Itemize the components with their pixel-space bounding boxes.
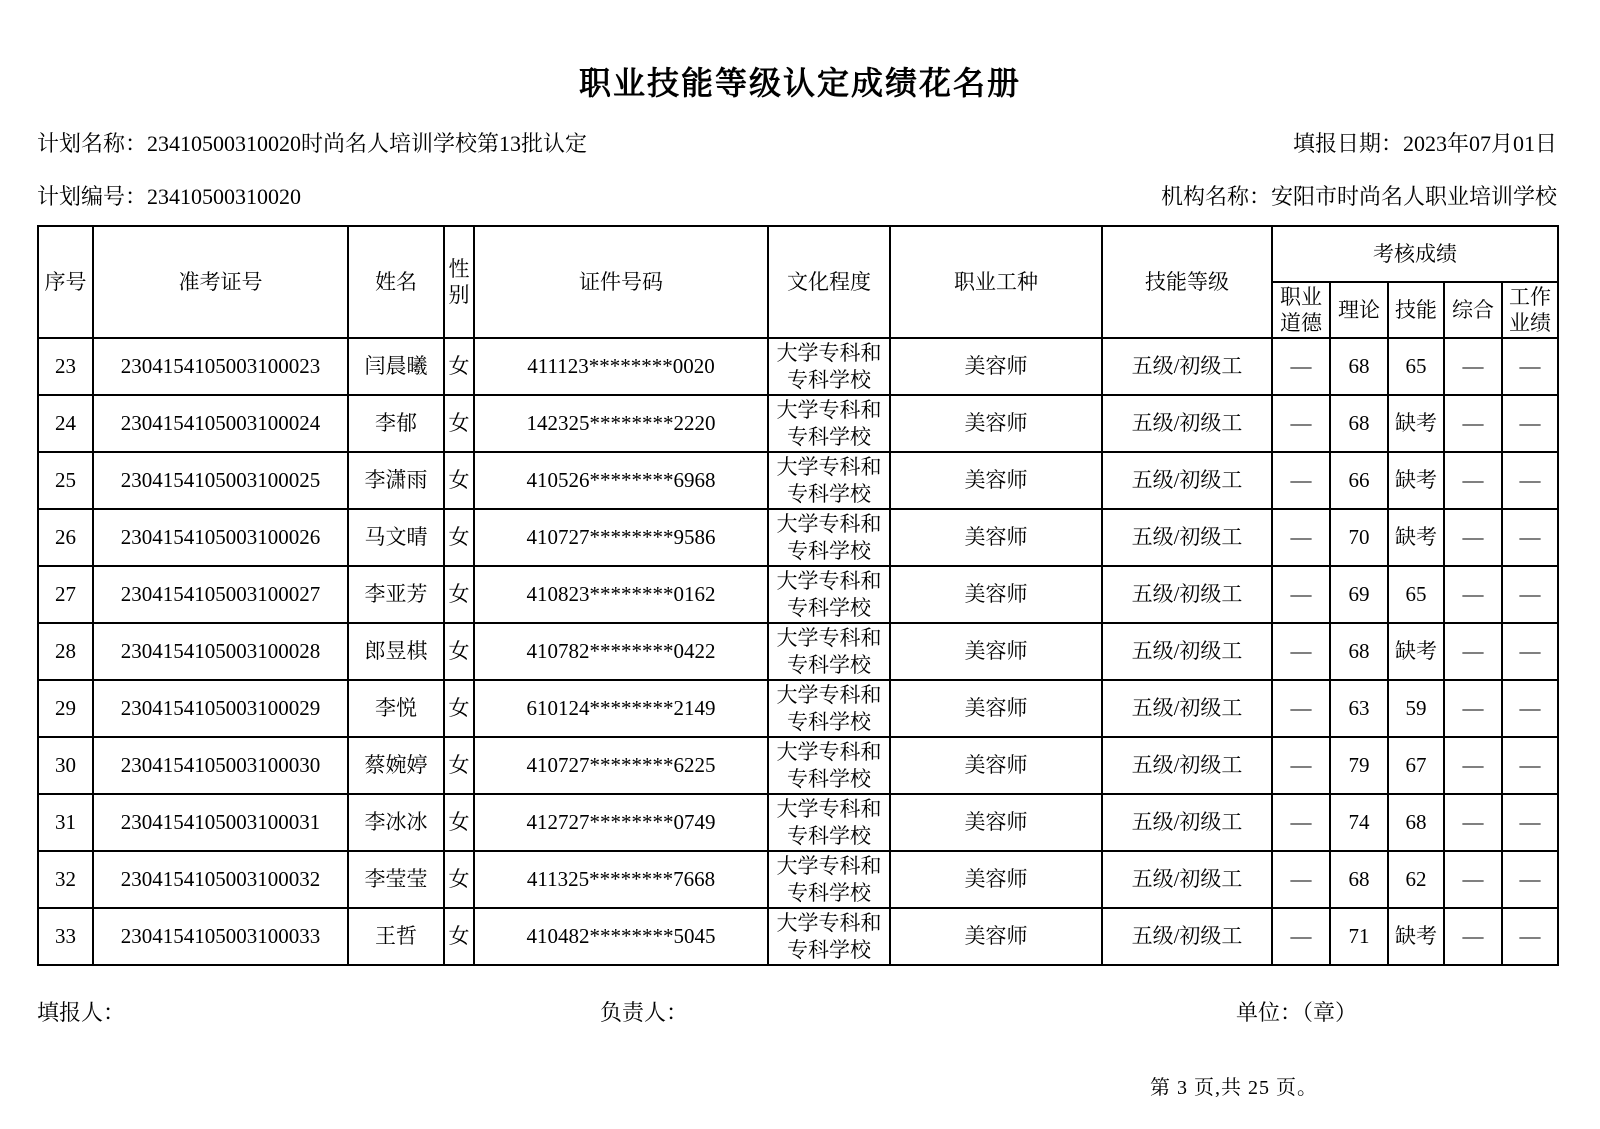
cell-seq: 28: [38, 623, 93, 680]
cell-education: 大学专科和专科学校: [768, 908, 890, 965]
cell-score-comprehensive: —: [1444, 509, 1502, 566]
report-date-value: 2023年07月01日: [1402, 131, 1557, 156]
cell-seq: 33: [38, 908, 93, 965]
cell-id-number: 410482********5045: [474, 908, 768, 965]
cell-score-ethics: —: [1272, 338, 1330, 395]
cell-education: 大学专科和专科学校: [768, 338, 890, 395]
cell-score-comprehensive: —: [1444, 908, 1502, 965]
cell-score-skill: 65: [1388, 338, 1444, 395]
cell-name: 李潇雨: [348, 452, 444, 509]
cell-occupation: 美容师: [890, 566, 1102, 623]
org-name: [1161, 184, 1557, 210]
plan-code-value: 23410500310020: [147, 184, 302, 209]
cell-skill-level: 五级/初级工: [1102, 395, 1272, 452]
cell-score-theory: 66: [1330, 452, 1388, 509]
header-gender: 性别: [444, 226, 474, 338]
cell-score-comprehensive: —: [1444, 338, 1502, 395]
cell-score-comprehensive: —: [1444, 452, 1502, 509]
cell-score-comprehensive: —: [1444, 623, 1502, 680]
cell-gender: 女: [444, 680, 474, 737]
cell-id-number: 142325********2220: [474, 395, 768, 452]
page-number: 第 3 页,共 25 页。: [1150, 1077, 1318, 1099]
cell-exam-number: 2304154105003100029: [93, 680, 348, 737]
cell-gender: 女: [444, 395, 474, 452]
page-title: 职业技能等级认定成绩花名册: [578, 65, 1021, 101]
cell-score-ethics: —: [1272, 794, 1330, 851]
cell-education: 大学专科和专科学校: [768, 452, 890, 509]
cell-skill-level: 五级/初级工: [1102, 737, 1272, 794]
cell-score-skill: 缺考: [1388, 509, 1444, 566]
header-row-top: [38, 226, 1558, 282]
header-name: 姓名: [348, 226, 444, 338]
cell-gender: 女: [444, 794, 474, 851]
table-row: [38, 338, 1558, 395]
report-date-label: 填报日期：: [1292, 131, 1403, 156]
cell-id-number: 412727********0749: [474, 794, 768, 851]
header-score-ethics: 职业道德: [1272, 282, 1330, 338]
cell-score-skill: 62: [1388, 851, 1444, 908]
cell-education: 大学专科和专科学校: [768, 395, 890, 452]
unit-seal-label: 单位：（章）: [1236, 1000, 1358, 1025]
cell-gender: 女: [444, 623, 474, 680]
cell-score-ethics: —: [1272, 737, 1330, 794]
table-row: [38, 851, 1558, 908]
report-date: [1293, 131, 1557, 157]
cell-score-skill: 67: [1388, 737, 1444, 794]
cell-id-number: 610124********2149: [474, 680, 768, 737]
cell-skill-level: 五级/初级工: [1102, 566, 1272, 623]
meta-row-1: [37, 131, 1557, 157]
cell-score-work: —: [1502, 338, 1558, 395]
cell-gender: 女: [444, 908, 474, 965]
cell-score-comprehensive: —: [1444, 851, 1502, 908]
cell-exam-number: 2304154105003100024: [93, 395, 348, 452]
cell-exam-number: 2304154105003100033: [93, 908, 348, 965]
table-row: [38, 794, 1558, 851]
cell-score-theory: 68: [1330, 395, 1388, 452]
cell-score-work: —: [1502, 794, 1558, 851]
table-body: [38, 338, 1558, 965]
cell-score-theory: 71: [1330, 908, 1388, 965]
cell-name: 李莹莹: [348, 851, 444, 908]
plan-code: [37, 184, 301, 210]
cell-skill-level: 五级/初级工: [1102, 851, 1272, 908]
cell-id-number: 410823********0162: [474, 566, 768, 623]
cell-score-comprehensive: —: [1444, 680, 1502, 737]
cell-occupation: 美容师: [890, 395, 1102, 452]
cell-score-skill: 缺考: [1388, 908, 1444, 965]
cell-score-comprehensive: —: [1444, 566, 1502, 623]
cell-score-ethics: —: [1272, 908, 1330, 965]
table-row: [38, 737, 1558, 794]
cell-score-theory: 79: [1330, 737, 1388, 794]
table-row: [38, 680, 1558, 737]
cell-seq: 25: [38, 452, 93, 509]
cell-score-work: —: [1502, 395, 1558, 452]
cell-name: 闫晨曦: [348, 338, 444, 395]
cell-score-ethics: —: [1272, 509, 1330, 566]
cell-name: 王哲: [348, 908, 444, 965]
table-row: [38, 566, 1558, 623]
cell-score-work: —: [1502, 737, 1558, 794]
cell-score-theory: 68: [1330, 338, 1388, 395]
meta-row-2: [37, 184, 1557, 210]
cell-score-skill: 缺考: [1388, 452, 1444, 509]
table-row: [38, 623, 1558, 680]
cell-name: 郎昱棋: [348, 623, 444, 680]
cell-skill-level: 五级/初级工: [1102, 680, 1272, 737]
cell-education: 大学专科和专科学校: [768, 566, 890, 623]
cell-seq: 30: [38, 737, 93, 794]
cell-score-theory: 74: [1330, 794, 1388, 851]
cell-exam-number: 2304154105003100027: [93, 566, 348, 623]
cell-occupation: 美容师: [890, 794, 1102, 851]
plan-name-label: 计划名称：: [37, 131, 148, 156]
cell-score-skill: 缺考: [1388, 395, 1444, 452]
cell-score-theory: 63: [1330, 680, 1388, 737]
header-score-group: 考核成绩: [1272, 226, 1558, 282]
cell-score-ethics: —: [1272, 851, 1330, 908]
cell-occupation: 美容师: [890, 851, 1102, 908]
cell-score-ethics: —: [1272, 680, 1330, 737]
table-row: [38, 509, 1558, 566]
cell-score-comprehensive: —: [1444, 395, 1502, 452]
cell-skill-level: 五级/初级工: [1102, 452, 1272, 509]
cell-score-comprehensive: —: [1444, 737, 1502, 794]
cell-exam-number: 2304154105003100026: [93, 509, 348, 566]
plan-name-value: 23410500310020时尚名人培训学校第13批认定: [147, 131, 588, 156]
cell-seq: 29: [38, 680, 93, 737]
cell-occupation: 美容师: [890, 908, 1102, 965]
table-row: [38, 395, 1558, 452]
header-seq: 序号: [38, 226, 93, 338]
cell-exam-number: 2304154105003100032: [93, 851, 348, 908]
plan-name: [37, 131, 587, 157]
table-row: [38, 908, 1558, 965]
cell-skill-level: 五级/初级工: [1102, 623, 1272, 680]
cell-name: 李冰冰: [348, 794, 444, 851]
cell-score-skill: 缺考: [1388, 623, 1444, 680]
cell-gender: 女: [444, 509, 474, 566]
cell-score-ethics: —: [1272, 452, 1330, 509]
cell-id-number: 411123********0020: [474, 338, 768, 395]
filler-label: 填报人：: [37, 1000, 126, 1025]
header-occupation: 职业工种: [890, 226, 1102, 338]
cell-education: 大学专科和专科学校: [768, 851, 890, 908]
cell-score-work: —: [1502, 509, 1558, 566]
cell-score-work: —: [1502, 623, 1558, 680]
cell-name: 蔡婉婷: [348, 737, 444, 794]
cell-score-ethics: —: [1272, 623, 1330, 680]
cell-score-work: —: [1502, 680, 1558, 737]
cell-name: 李郁: [348, 395, 444, 452]
cell-occupation: 美容师: [890, 338, 1102, 395]
cell-exam-number: 2304154105003100031: [93, 794, 348, 851]
cell-seq: 23: [38, 338, 93, 395]
cell-education: 大学专科和专科学校: [768, 737, 890, 794]
cell-name: 李悦: [348, 680, 444, 737]
cell-occupation: 美容师: [890, 680, 1102, 737]
header-score-comprehensive: 综合: [1444, 282, 1502, 338]
cell-score-theory: 68: [1330, 851, 1388, 908]
cell-score-ethics: —: [1272, 566, 1330, 623]
cell-education: 大学专科和专科学校: [768, 680, 890, 737]
cell-skill-level: 五级/初级工: [1102, 509, 1272, 566]
cell-education: 大学专科和专科学校: [768, 794, 890, 851]
roster-table: [37, 225, 1559, 966]
cell-score-work: —: [1502, 908, 1558, 965]
cell-exam-number: 2304154105003100023: [93, 338, 348, 395]
cell-id-number: 410727********9586: [474, 509, 768, 566]
header-score-skill: 技能: [1388, 282, 1444, 338]
header-score-work: 工作业绩: [1502, 282, 1558, 338]
cell-score-skill: 65: [1388, 566, 1444, 623]
cell-score-ethics: —: [1272, 395, 1330, 452]
header-skill-level: 技能等级: [1102, 226, 1272, 338]
cell-score-work: —: [1502, 566, 1558, 623]
cell-score-theory: 70: [1330, 509, 1388, 566]
header-id-number: 证件号码: [474, 226, 768, 338]
cell-seq: 27: [38, 566, 93, 623]
table-row: [38, 452, 1558, 509]
cell-score-comprehensive: —: [1444, 794, 1502, 851]
table-header: [38, 226, 1558, 338]
cell-occupation: 美容师: [890, 452, 1102, 509]
cell-score-work: —: [1502, 851, 1558, 908]
cell-education: 大学专科和专科学校: [768, 623, 890, 680]
manager-label: 负责人：: [600, 1000, 689, 1025]
cell-skill-level: 五级/初级工: [1102, 338, 1272, 395]
org-name-value: 安阳市时尚名人职业培训学校: [1270, 184, 1557, 209]
cell-seq: 32: [38, 851, 93, 908]
cell-score-theory: 69: [1330, 566, 1388, 623]
cell-gender: 女: [444, 851, 474, 908]
cell-score-skill: 59: [1388, 680, 1444, 737]
header-education: 文化程度: [768, 226, 890, 338]
cell-score-work: —: [1502, 452, 1558, 509]
cell-gender: 女: [444, 452, 474, 509]
cell-education: 大学专科和专科学校: [768, 509, 890, 566]
cell-occupation: 美容师: [890, 509, 1102, 566]
cell-skill-level: 五级/初级工: [1102, 908, 1272, 965]
cell-id-number: 410526********6968: [474, 452, 768, 509]
cell-occupation: 美容师: [890, 737, 1102, 794]
header-exam-number: 准考证号: [93, 226, 348, 338]
cell-exam-number: 2304154105003100025: [93, 452, 348, 509]
cell-score-theory: 68: [1330, 623, 1388, 680]
cell-name: 马文晴: [348, 509, 444, 566]
cell-occupation: 美容师: [890, 623, 1102, 680]
cell-gender: 女: [444, 566, 474, 623]
cell-id-number: 411325********7668: [474, 851, 768, 908]
cell-score-skill: 68: [1388, 794, 1444, 851]
cell-gender: 女: [444, 737, 474, 794]
cell-skill-level: 五级/初级工: [1102, 794, 1272, 851]
cell-id-number: 410782********0422: [474, 623, 768, 680]
cell-id-number: 410727********6225: [474, 737, 768, 794]
header-score-theory: 理论: [1330, 282, 1388, 338]
org-name-label: 机构名称：: [1160, 184, 1271, 209]
cell-seq: 31: [38, 794, 93, 851]
cell-exam-number: 2304154105003100030: [93, 737, 348, 794]
cell-exam-number: 2304154105003100028: [93, 623, 348, 680]
cell-seq: 26: [38, 509, 93, 566]
plan-code-label: 计划编号：: [37, 184, 148, 209]
cell-gender: 女: [444, 338, 474, 395]
cell-seq: 24: [38, 395, 93, 452]
cell-name: 李亚芳: [348, 566, 444, 623]
